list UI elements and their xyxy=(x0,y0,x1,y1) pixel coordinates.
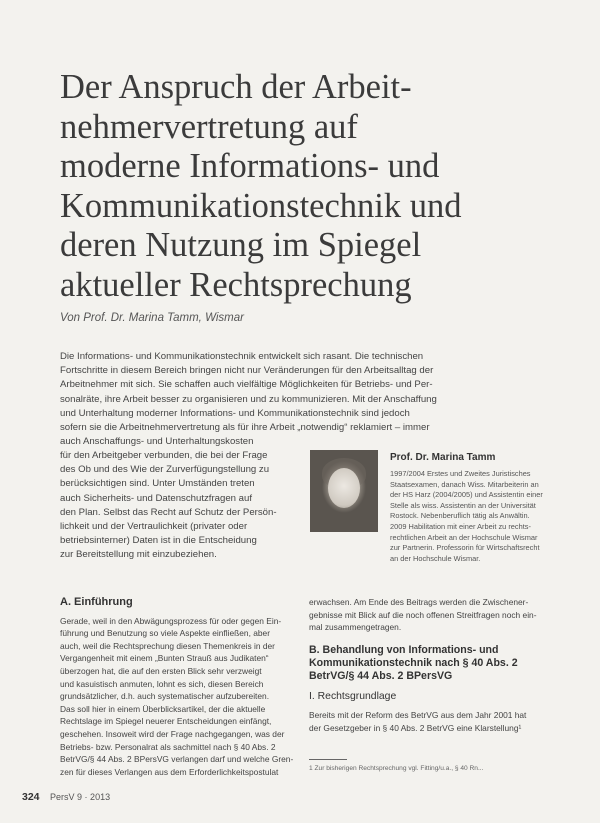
intro-line: sofern sie die Arbeitnehmervertretung als für ihre Arbeit „notwendig“ reklamiert – immer xyxy=(60,422,430,434)
intro-line: sonalräte, ihre Arbeit besser zu organisieren und zu kommunizieren. Mit der Anschaffung xyxy=(60,393,437,405)
body-line: führung und Benutzung so viele Aspekte einfließen, aber xyxy=(60,628,270,639)
title-line: Der Anspruch der Arbeit- xyxy=(60,68,412,106)
title-line: aktueller Rechtsprechung xyxy=(60,265,412,304)
intro-line: des Ob und des Wie der Zurverfügungstellung zu xyxy=(60,464,270,476)
intro-line: Die Informations- und Kommunikationstechnik entwickelt sich rasant. Die technischen xyxy=(60,351,424,362)
body-line: Betriebs- bzw. Personalrat als sachmittel nach § 40 Abs. 2 xyxy=(60,741,276,752)
author-byline: Von Prof. Dr. Marina Tamm, Wismar xyxy=(60,312,244,324)
bio-line: an der Hochschule Wismar. xyxy=(390,553,481,563)
intro-line: Arbeitnehmer mit sich. Sie schaffen auch vielfältige Möglichkeiten für Betriebs- und Per- xyxy=(60,379,433,391)
body-line: der Gesetzgeber in § 40 Abs. 2 BetrVG eine Klarstellung¹ xyxy=(309,722,522,733)
page-number: 324 xyxy=(22,791,40,803)
article-title xyxy=(60,68,580,305)
bio-line: der HS Harz (2004/2005) und Assistentin einer xyxy=(390,490,543,500)
heading-line: B. Behandlung von Informations- und xyxy=(309,643,499,656)
bio-line: 1997/2004 Erstes und Zweites Juristisches xyxy=(390,469,531,478)
body-line: überzogen hat, die auf den ersten Blick sehr verzweigt xyxy=(60,665,262,676)
title-line: Kommunikationstechnik und xyxy=(60,186,462,225)
body-line: geschehen. Insoweit wird der Frage nachgegangen, was der xyxy=(60,728,285,739)
author-bio-name: Prof. Dr. Marina Tamm xyxy=(390,452,496,463)
heading-line: Kommunikationstechnik nach § 40 Abs. 2 xyxy=(309,656,518,669)
footnote-divider xyxy=(309,759,347,760)
body-line: auch, weil die Rechtsprechung diesen Themenkreis in der xyxy=(60,640,275,651)
bio-line: Stelle als wiss. Assistentin an der Universität xyxy=(390,500,536,510)
journal-issue: PersV 9 · 2013 xyxy=(50,792,111,802)
intro-line: auch Sicherheits- und Datenschutzfragen auf xyxy=(60,492,252,504)
author-bio xyxy=(390,452,580,564)
left-column xyxy=(60,596,298,778)
author-bio-text xyxy=(390,469,580,564)
author-photo xyxy=(310,450,378,532)
author-photo-face xyxy=(328,468,360,508)
intro-line: lichkeit und der Vertraulichkeit (privater oder xyxy=(60,521,248,533)
intro-line: für den Arbeitgeber verbunden, die bei der Frage xyxy=(60,450,268,461)
footnote: 1 Zur bisherigen Rechtsprechung vgl. Fitting/u.a., § 40 Rn... xyxy=(309,765,484,772)
title-line: nehmervertretung auf xyxy=(60,107,358,146)
section-heading-a: A. Einführung xyxy=(60,596,133,608)
body-line: Rechtslage im Spiegel neuerer Entscheidungen einfängt, xyxy=(60,716,272,727)
title-line: deren Nutzung im Spiegel xyxy=(60,226,422,264)
title-line: moderne Informations- und xyxy=(60,147,440,185)
body-line: Das soll hier in einem Überblicksartikel, der die aktuelle xyxy=(60,703,266,714)
bio-line: Rostock. Nebenberuflich tätig als Anwältin. xyxy=(390,511,530,521)
body-line: gebnisse mit Blick auf die noch offenen Streitfragen noch ein- xyxy=(309,609,537,620)
body-line: Vergangenheit mit einem „Bunten Strauß aus Judikaten“ xyxy=(60,653,269,664)
body-line: BetrVG/§ 44 Abs. 2 BPersVG verlangen darf und welche Gren- xyxy=(60,754,294,765)
intro-line: auch Anschaffungs- und Unterhaltungskosten xyxy=(60,436,254,448)
body-line: Gerade, weil in den Abwägungsprozess für oder gegen Ein- xyxy=(60,615,282,626)
intro-line: Fortschritte in diesem Bereich bringen nicht nur Veränderungen für den Arbeitsalltag der xyxy=(60,365,434,377)
section-heading-b xyxy=(309,644,559,683)
body-line: grundsätzlicher, d.h. auch systematischer aufzubereiten. xyxy=(60,691,270,702)
body-line: mal zusammengetragen. xyxy=(309,622,402,633)
subheading-rechtsgrundlage: I. Rechtsgrundlage xyxy=(309,690,397,702)
intro-line: und Unterhaltung moderner Informations- und Kommunikationstechnik sind jedoch xyxy=(60,407,410,419)
intro-line: den Plan. Selbst das Recht auf Schutz der Persön- xyxy=(60,506,277,518)
intro-line: berücksichtigen sind. Unter Umständen treten xyxy=(60,478,255,490)
right-column xyxy=(309,596,559,735)
bio-line: 2009 Habilitation mit einer Arbeit zu rechts- xyxy=(390,521,531,531)
body-line: Bereits mit der Reform des BetrVG aus dem Jahr 2001 hat xyxy=(309,710,527,721)
body-line: und kasuistisch anmuten, lohnt es sich, diesen Bereich xyxy=(60,678,264,689)
bio-line: Staatsexamen, danach Wiss. Mitarbeiterin an xyxy=(390,479,539,489)
intro-line: betriebsinterner) Daten ist in die Entscheidung xyxy=(60,535,257,547)
intro-paragraph xyxy=(60,350,540,449)
page-footer xyxy=(22,791,110,803)
bio-line: rechtlichen Arbeit an der Hochschule Wismar xyxy=(390,532,538,542)
body-line: zen für dieses Verlangen aus dem Erforderlichkeitspostulat xyxy=(60,766,279,777)
bio-line: zur Partnerin. Professorin für Wirtschaftsrecht xyxy=(390,543,540,553)
body-line: erwachsen. Am Ende des Beitrags werden die Zwischener- xyxy=(309,597,529,607)
intro-line: zur Bereitstellung mit einzubeziehen. xyxy=(60,549,217,561)
intro-paragraph-continued xyxy=(60,449,300,563)
heading-line: BetrVG/§ 44 Abs. 2 BPersVG xyxy=(309,669,453,682)
